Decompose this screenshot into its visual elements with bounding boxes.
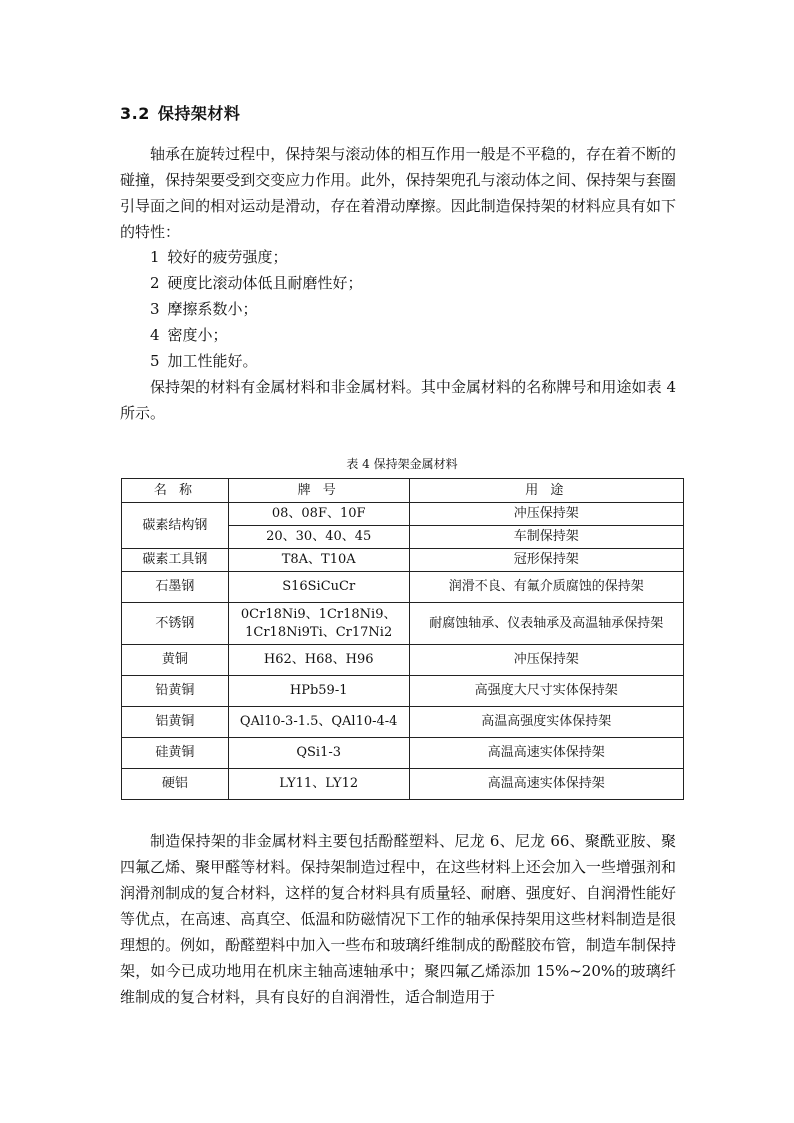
section-heading <box>120 101 240 124</box>
list-item-number: 5 <box>150 352 160 370</box>
cell-grade-line: 0Cr18Ni9、1Cr18Ni9、 <box>240 606 397 622</box>
cell-use: 冲压保持架 <box>409 645 683 676</box>
table-row <box>122 707 684 738</box>
cell-grade <box>228 603 409 645</box>
cell-grade: 08、08F、10F <box>228 503 409 526</box>
cell-grade: LY11、LY12 <box>228 769 409 800</box>
list-item <box>150 296 363 322</box>
list-item-text: 摩擦系数小； <box>167 300 258 318</box>
cell-name: 铅黄铜 <box>122 676 229 707</box>
cell-name: 黄铜 <box>122 645 229 676</box>
cell-grade: QSi1-3 <box>228 738 409 769</box>
cell-grade: S16SiCuCr <box>228 572 409 603</box>
cell-use: 高温高速实体保持架 <box>409 738 683 769</box>
cell-grade-line: 1Cr18Ni9Ti、Cr17Ni2 <box>245 624 393 640</box>
metal-materials-table <box>121 478 684 800</box>
cell-grade: 20、30、40、45 <box>228 526 409 549</box>
cell-name: 硬铝 <box>122 769 229 800</box>
cell-name: 硅黄铜 <box>122 738 229 769</box>
list-item-text: 加工性能好。 <box>167 352 258 370</box>
table-row <box>122 549 684 572</box>
header-name: 名 称 <box>122 479 229 503</box>
cell-grade: HPb59-1 <box>228 676 409 707</box>
property-list <box>150 244 363 374</box>
nonmetal-paragraph: 制造保持架的非金属材料主要包括酚醛塑料、尼龙 6、尼龙 66、聚酰亚胺、聚四氟乙烯、聚甲醛等材料。保持架制造过程中，在这些材料上还会加入一些增强剂和润滑剂制成的复合材料，这样的复合材料具有质量轻、耐磨、强度好、自润滑性能好等优点，在高速、高真空、低温和防磁情况下工作的轴承保持架用这些材料制造是很理想的。例如，酚醛塑料中加入一些布和玻璃纤维制成的酚醛胶布管，制造车制保持架，如今已成功地用在机床主轴高速轴承中；聚四氟乙烯添加 15%~20%的玻璃纤维制成的复合材料，具有良好的自润滑性，适合制造用于 <box>120 832 676 1006</box>
cell-name: 碳素结构钢 <box>122 503 229 549</box>
list-item-number: 2 <box>150 274 160 292</box>
intro-paragraph: 轴承在旋转过程中，保持架与滚动体的相互作用一般是不平稳的，存在着不断的碰撞，保持架要受到交变应力作用。此外，保持架兜孔与滚动体之间、保持架与套圈引导面之间的相对运动是滑动，存在着滑动摩擦。因此制造保持架的材料应具有如下的特性： <box>120 145 676 241</box>
list-item <box>150 270 363 296</box>
cell-use: 高温高速实体保持架 <box>409 769 683 800</box>
list-item-text: 密度小； <box>167 326 228 344</box>
table-row <box>122 738 684 769</box>
header-use: 用 途 <box>409 479 683 503</box>
list-item-number: 3 <box>150 300 160 318</box>
table-row <box>122 769 684 800</box>
list-item-text: 较好的疲劳强度； <box>167 248 288 266</box>
cell-use: 高强度大尺寸实体保持架 <box>409 676 683 707</box>
list-item-number: 1 <box>150 248 160 266</box>
cell-grade: T8A、T10A <box>228 549 409 572</box>
table-header-row <box>122 479 684 503</box>
list-item-number: 4 <box>150 326 160 344</box>
list-item <box>150 244 363 270</box>
cell-use: 耐腐蚀轴承、仪表轴承及高温轴承保持架 <box>409 603 683 645</box>
list-item-text: 硬度比滚动体低且耐磨性好； <box>167 274 363 292</box>
table-row <box>122 645 684 676</box>
cell-grade: QAl10-3-1.5、QAl10-4-4 <box>228 707 409 738</box>
table-row <box>122 572 684 603</box>
cell-use: 润滑不良、有氟介质腐蚀的保持架 <box>409 572 683 603</box>
cell-name: 不锈钢 <box>122 603 229 645</box>
cell-name: 石墨钢 <box>122 572 229 603</box>
cell-use: 车制保持架 <box>409 526 683 549</box>
table-row <box>122 603 684 645</box>
header-grade: 牌 号 <box>228 479 409 503</box>
cell-use: 冲压保持架 <box>409 503 683 526</box>
list-item <box>150 348 363 374</box>
cell-name: 铝黄铜 <box>122 707 229 738</box>
cell-use: 冠形保持架 <box>409 549 683 572</box>
cell-grade: H62、H68、H96 <box>228 645 409 676</box>
table-row <box>122 676 684 707</box>
metal-intro-paragraph: 保持架的材料有金属材料和非金属材料。其中金属材料的名称牌号和用途如表 4 所示。 <box>120 378 676 422</box>
cell-name: 碳素工具钢 <box>122 549 229 572</box>
table-row <box>122 503 684 526</box>
table-caption: 表 4 保持架金属材料 <box>346 457 458 471</box>
section-title: 保持架材料 <box>157 104 241 123</box>
section-number: 3.2 <box>120 104 150 123</box>
cell-use: 高温高强度实体保持架 <box>409 707 683 738</box>
list-item <box>150 322 363 348</box>
